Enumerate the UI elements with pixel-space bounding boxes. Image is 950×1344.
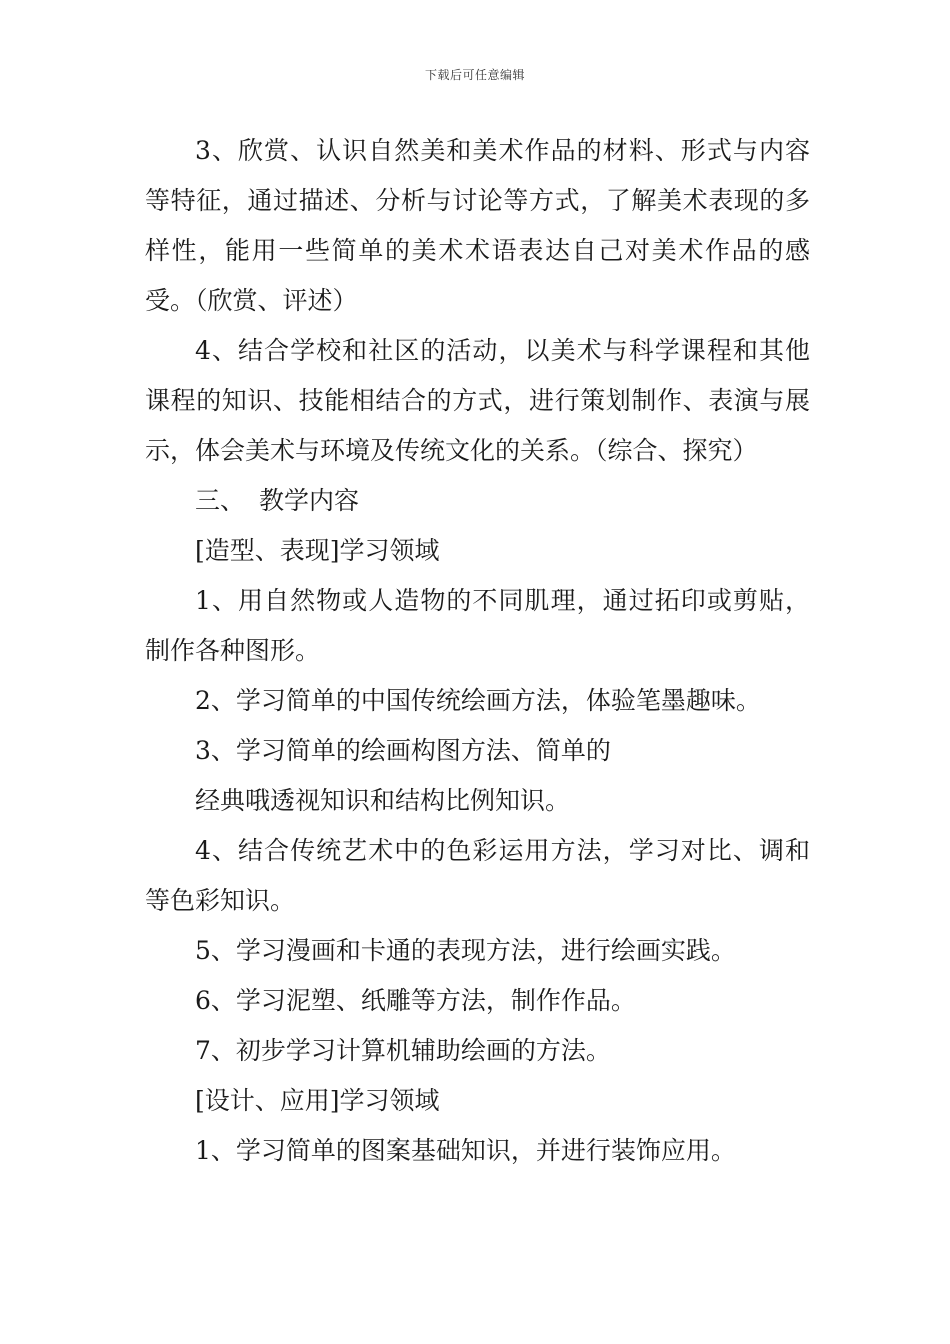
list-item-modeling-2: 2、学习简单的中国传统绘画方法，体验笔墨趣味。 — [195, 686, 761, 715]
list-item-modeling-1: 1、用自然物或人造物的不同肌理，通过拓印或剪贴，制作各种图形。 — [145, 586, 810, 665]
list-item-modeling-6: 6、学习泥塑、纸雕等方法，制作作品。 — [195, 986, 636, 1015]
list-item-modeling-3-continued: 经典哦透视知识和结构比例知识。 — [195, 786, 571, 815]
document-body — [145, 126, 810, 1176]
subsection-heading-design: [设计、应用]学习领域 — [195, 1086, 440, 1115]
list-item-modeling-4: 4、结合传统艺术中的色彩运用方法，学习对比、调和等色彩知识。 — [145, 836, 810, 915]
page-header: 下载后可任意编辑 — [424, 68, 525, 82]
list-item-modeling-3: 3、学习简单的绘画构图方法、简单的 — [195, 736, 611, 765]
list-item-design-1: 1、学习简单的图案基础知识，并进行装饰应用。 — [195, 1136, 736, 1165]
section-heading-teaching-content — [145, 476, 810, 526]
section-title: 教学内容 — [259, 486, 360, 515]
section-number: 三、 — [195, 486, 246, 515]
subsection-heading-modeling: [造型、表现]学习领域 — [195, 536, 440, 565]
list-item-modeling-5: 5、学习漫画和卡通的表现方法，进行绘画实践。 — [195, 936, 736, 965]
list-item-modeling-7: 7、初步学习计算机辅助绘画的方法。 — [195, 1036, 611, 1065]
paragraph-objective-4: 4、结合学校和社区的活动，以美术与科学课程和其他课程的知识、技能相结合的方式，进行策划制作、表演与展示，体会美术与环境及传统文化的关系。（综合、探究） — [145, 336, 810, 465]
paragraph-objective-3: 3、欣赏、认识自然美和美术作品的材料、形式与内容等特征，通过描述、分析与讨论等方式，了解美术表现的多样性，能用一些简单的美术术语表达自己对美术作品的感受。（欣赏、评述） — [145, 136, 810, 315]
